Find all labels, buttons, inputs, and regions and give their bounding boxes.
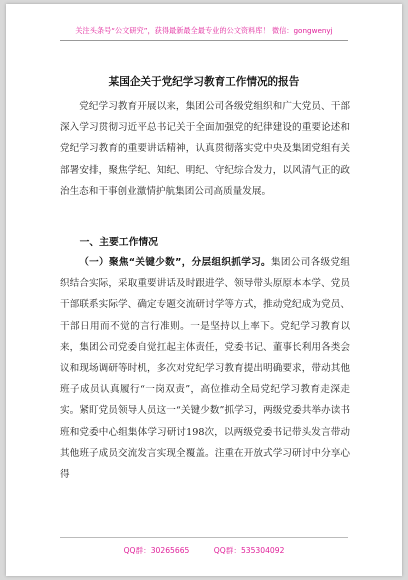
header-banner: 关注头条号“公文研究”，获得最新最全最专业的公文资料库！ 微信：gongwenyj <box>75 26 333 35</box>
subsection-heading: （一）聚焦“关键少数”，分层组织抓学习。 <box>79 257 271 268</box>
footer-divider <box>60 537 348 538</box>
intro-text: 党纪学习教育开展以来，集团公司各级党组织和广大党员、干部深入学习贯彻习近平总书记关于全面加强党的纪律建设的重要论述和党纪学习教育的重要讲话精神，认真贯彻落实党中央及集团党组有关部署安排，聚焦学纪、知纪、明纪、守纪综合发力，以风清气正的政治生态和干事创业激情护航集团公司高质量发展。 <box>60 101 350 197</box>
document-page <box>6 4 402 576</box>
footer-qq-group-2: QQ群：535304092 <box>213 546 285 555</box>
intro-paragraph <box>60 96 350 202</box>
footer-qq-group-1: QQ群：30265665 <box>123 546 190 555</box>
section-text <box>60 252 350 485</box>
section-paragraph <box>60 252 350 485</box>
subsection-body: 集团公司各级党组织结合实际，采取重要讲话及时跟进学、领导带头原原本本学、党员干部联系实际学、确定专题交流研讨学等方式，推动党纪成为党员、干部日用而不觉的言行准则。一是坚持以上率下。党纪学习教育以来，集团公司党委自觉扛起主体责任，党委书记、董事长利用各类会议和现场调研等时机，多次对党纪学习教育提出明确要求，带动其他班子成员认真履行“一岗双责”，高位推动全局党纪学习教育走深走实。紧盯党员领导人员这一“关键少数”抓学习，两级党委共举办读书班和党委中心组集体学习研讨198次，以两级党委书记带头发言带动其他班子成员交流发言实现全覆盖。注重在开放式学习研讨中分享心得 <box>60 257 350 481</box>
document-title: 某国企关于党纪学习教育工作情况的报告 <box>108 76 300 88</box>
footer <box>6 545 402 556</box>
header-divider <box>60 40 348 41</box>
section-heading: 一、主要工作情况 <box>79 237 158 248</box>
